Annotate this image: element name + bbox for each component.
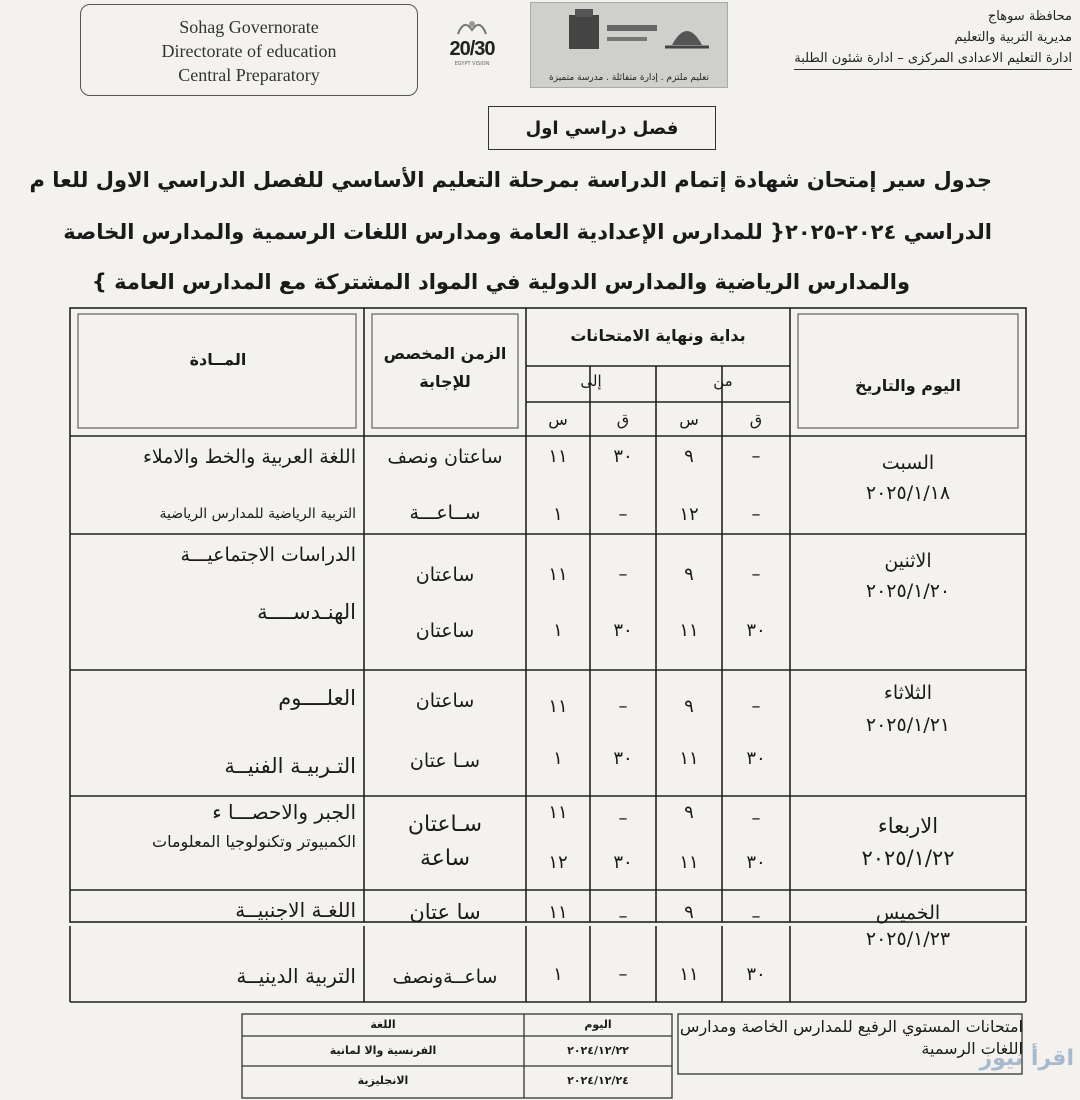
from-hour: ١١: [679, 852, 699, 873]
from-hour: ١٢: [679, 504, 699, 525]
from-minute: ٣٠: [746, 964, 766, 985]
day-date: ٢٠٢٥/١/٢٠: [865, 580, 951, 602]
to-hour: ١١: [548, 564, 568, 585]
to-hour: ١١: [548, 802, 568, 823]
day-date: ٢٠٢٥/١/٢١: [865, 714, 951, 736]
to-minute: ٣٠: [613, 620, 633, 641]
day-date: ٢٠٢٥/١/٢٣: [865, 928, 951, 950]
header-exam-span: بداية ونهاية الامتحانات: [570, 326, 746, 345]
header-to-hour: س: [548, 410, 568, 429]
english-line-department: Central Preparatory: [178, 65, 320, 85]
from-hour: ١١: [679, 620, 699, 641]
to-minute: –: [618, 906, 628, 927]
duration: سـاعتان: [407, 812, 483, 837]
duration: ساعة: [419, 846, 471, 871]
from-minute: ٣٠: [746, 620, 766, 641]
subject: اللغـة الاجنبيــة: [235, 898, 356, 922]
duration: ســاعـــة: [409, 502, 481, 524]
to-hour: ١: [553, 748, 563, 769]
adv-date: ٢٠٢٤/١٢/٢٤: [567, 1074, 629, 1087]
day-name: الاثنين: [884, 550, 932, 572]
logo-caption: تعليم ملتزم . إدارة متفائلة . مدرسة متميزة: [549, 73, 709, 83]
subject: التربية الرياضية للمدارس الرياضية: [159, 506, 356, 522]
subject: الهنـدســــة: [257, 600, 356, 624]
vision-emblem-icon: [452, 16, 492, 38]
day-name: الثلاثاء: [883, 682, 933, 704]
arabic-line-administration: ادارة التعليم الاعدادى المركزى – ادارة شئون الطلبة: [794, 48, 1072, 70]
to-minute: –: [618, 808, 628, 829]
title-line-1: جدول سير إمتحان شهادة إتمام الدراسة بمرحلة التعليم الأساسي للفصل الدراسي الاول للعا م: [29, 168, 992, 192]
english-line-governorate: Sohag Governorate: [179, 17, 319, 37]
header-day-date: اليوم والتاريخ: [854, 376, 962, 395]
arabic-line-directorate: مديرية التربية والتعليم: [954, 30, 1072, 45]
advanced-level-table: [240, 1012, 1025, 1100]
subject: اللغة العربية والخط والاملاء: [142, 446, 356, 468]
egypt-vision-logo: [432, 12, 512, 76]
duration: سـا عتان: [409, 750, 481, 772]
from-hour: ٩: [684, 802, 694, 823]
advanced-note: امتحانات المستوي الرفيع للمدارس الخاصة ومدارس اللغات الرسمية: [679, 1017, 1023, 1058]
adv-date: ٢٠٢٤/١٢/٢٢: [567, 1044, 629, 1057]
from-minute: ٣٠: [746, 852, 766, 873]
from-minute: –: [751, 504, 761, 525]
subject: العلــــوم: [278, 686, 356, 710]
subject: التربية الدينيــة: [236, 964, 356, 988]
to-minute: ٣٠: [613, 852, 633, 873]
from-hour: ١١: [679, 964, 699, 985]
header-to-minute: ق: [616, 410, 630, 429]
to-minute: –: [618, 504, 628, 525]
duration: ساعتان: [415, 690, 475, 712]
day-name: السبت: [881, 452, 935, 474]
from-hour: ٩: [684, 564, 694, 585]
from-hour: ٩: [684, 902, 694, 923]
subject: التـربيـة الفنيــة: [224, 754, 356, 778]
to-hour: ١١: [548, 696, 568, 717]
subject: الدراسات الاجتماعيـــة: [180, 544, 356, 566]
term-title-box: فصل دراسي اول: [488, 106, 716, 150]
from-minute: –: [751, 906, 761, 927]
adv-header-language: اللغة: [370, 1018, 396, 1031]
english-line-directorate: Directorate of education: [161, 41, 337, 61]
arabic-line-governorate: محافظة سوهاج: [987, 9, 1072, 24]
from-hour: ١١: [679, 748, 699, 769]
duration: ساعــةونصف: [392, 966, 498, 988]
subject: الجبر والاحصـــا ء: [212, 800, 356, 824]
to-hour: ١: [553, 964, 563, 985]
to-minute: ٣٠: [613, 446, 633, 467]
from-hour: ٩: [684, 696, 694, 717]
adv-header-day: اليوم: [584, 1018, 612, 1031]
header-duration: الزمن المخصص للإجابة: [383, 344, 507, 391]
to-hour: ١: [553, 504, 563, 525]
day-name: الخميس: [875, 902, 941, 924]
adv-language: الانجليزية: [357, 1074, 409, 1087]
to-minute: –: [618, 564, 628, 585]
to-hour: ١٢: [548, 852, 568, 873]
day-name: الاربعاء: [877, 814, 939, 838]
day-date: ٢٠٢٥/١/٢٢: [861, 846, 955, 870]
day-date: ٢٠٢٥/١/١٨: [865, 482, 951, 504]
duration: ساعتان ونصف: [387, 446, 503, 468]
header-to: إلى: [580, 372, 602, 390]
exam-timetable: [68, 306, 1030, 926]
timetable-last-day: [68, 926, 1030, 1006]
to-minute: ٣٠: [613, 748, 633, 769]
arabic-header: [732, 6, 1072, 70]
from-minute: ٣٠: [746, 748, 766, 769]
header-subject: المــادة: [189, 350, 247, 369]
english-header-box: [80, 4, 418, 96]
header-from: من: [713, 372, 733, 390]
vision-number: 20/30: [449, 38, 495, 60]
ministry-logos-band: [530, 2, 728, 88]
from-minute: –: [751, 696, 761, 717]
vision-sub: EGYPT VISION: [454, 61, 490, 67]
to-hour: ١١: [548, 446, 568, 467]
from-hour: ٩: [684, 446, 694, 467]
to-minute: –: [618, 964, 628, 985]
title-line-2: الدراسي ٢٠٢٤-٢٠٢٥{ للمدارس الإعدادية العامة ومدارس اللغات الرسمية والمدارس الخاصة: [63, 220, 992, 244]
duration: سا عتان: [409, 900, 481, 924]
duration: ساعتان: [415, 564, 475, 586]
from-minute: –: [751, 564, 761, 585]
header-from-hour: س: [679, 410, 699, 429]
from-minute: –: [751, 808, 761, 829]
header-from-minute: ق: [749, 410, 763, 429]
ministry-logos-icon: [537, 7, 723, 67]
title-line-3: والمدارس الرياضية والمدارس الدولية في المواد المشتركة مع المدارس العامة }: [91, 270, 910, 294]
to-hour: ١١: [548, 902, 568, 923]
subject: الكمبيوتر وتكنولوجيا المعلومات: [152, 832, 356, 851]
from-minute: –: [751, 446, 761, 467]
watermark: اقرأ نيوز: [979, 1046, 1074, 1071]
to-hour: ١: [553, 620, 563, 641]
to-minute: –: [618, 696, 628, 717]
adv-language: الفرنسية والا لمانية: [329, 1044, 437, 1057]
duration: ساعتان: [415, 620, 475, 642]
